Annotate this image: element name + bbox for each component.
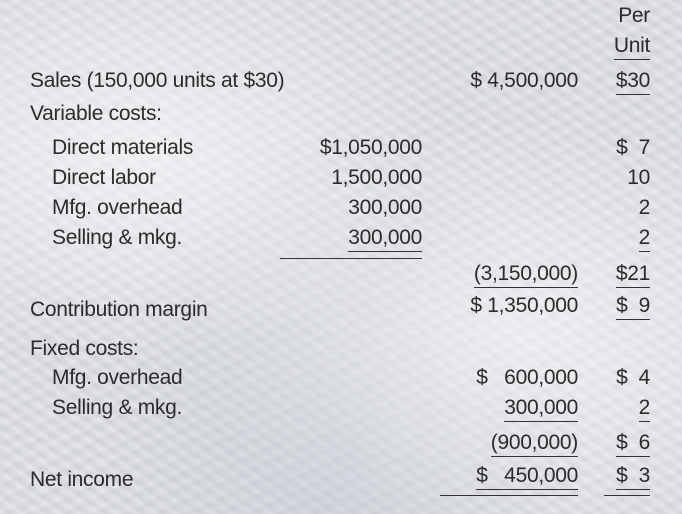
fc-item-label: Mfg. overhead <box>52 366 183 389</box>
net-income-per-unit: $ 3 <box>616 464 650 490</box>
fc-item-amount: 300,000 <box>504 396 578 422</box>
vc-item-amount: $1,050,000 <box>319 136 422 159</box>
sales-per-unit: $30 <box>616 69 650 95</box>
vc-item-label: Selling & mkg. <box>52 226 183 249</box>
double-underline <box>604 495 650 496</box>
variable-costs-total: (3,150,000) <box>474 262 578 288</box>
double-underline <box>280 258 422 259</box>
contribution-margin-total: $ 1,350,000 <box>470 294 578 317</box>
fc-item-per-unit: 2 <box>639 396 650 422</box>
fc-item-label: Selling & mkg. <box>52 396 183 419</box>
vc-item-amount: 300,000 <box>348 196 422 219</box>
contribution-margin-label: Contribution margin <box>30 298 208 321</box>
unit-header: Unit <box>614 34 650 60</box>
vc-item-per-unit: 10 <box>627 166 650 189</box>
fixed-costs-per-unit: $ 6 <box>616 431 650 457</box>
vc-item-per-unit: $ 7 <box>616 136 650 159</box>
vc-item-per-unit: 2 <box>638 196 650 219</box>
variable-costs-label: Variable costs: <box>30 102 162 125</box>
per-header: Per <box>618 4 650 27</box>
vc-item-label: Direct materials <box>52 136 194 159</box>
net-income-label: Net income <box>30 468 134 491</box>
contribution-margin-per-unit: $ 9 <box>616 294 650 320</box>
vc-item-label: Direct labor <box>52 166 156 189</box>
variable-costs-per-unit: $21 <box>616 262 650 288</box>
vc-item-amount: 1,500,000 <box>331 166 422 189</box>
double-underline <box>440 495 578 496</box>
sales-total: $ 4,500,000 <box>470 69 578 92</box>
sales-label: Sales (150,000 units at $30) <box>30 69 285 92</box>
vc-item-label: Mfg. overhead <box>52 196 183 219</box>
fixed-costs-label: Fixed costs: <box>30 337 139 360</box>
fc-item-amount: $ 600,000 <box>476 366 578 389</box>
fixed-costs-total: (900,000) <box>491 431 578 457</box>
fc-item-per-unit: $ 4 <box>616 366 650 389</box>
net-income-total: $ 450,000 <box>476 464 578 490</box>
vc-item-per-unit: 2 <box>639 226 650 252</box>
vc-item-amount: 300,000 <box>348 226 422 252</box>
